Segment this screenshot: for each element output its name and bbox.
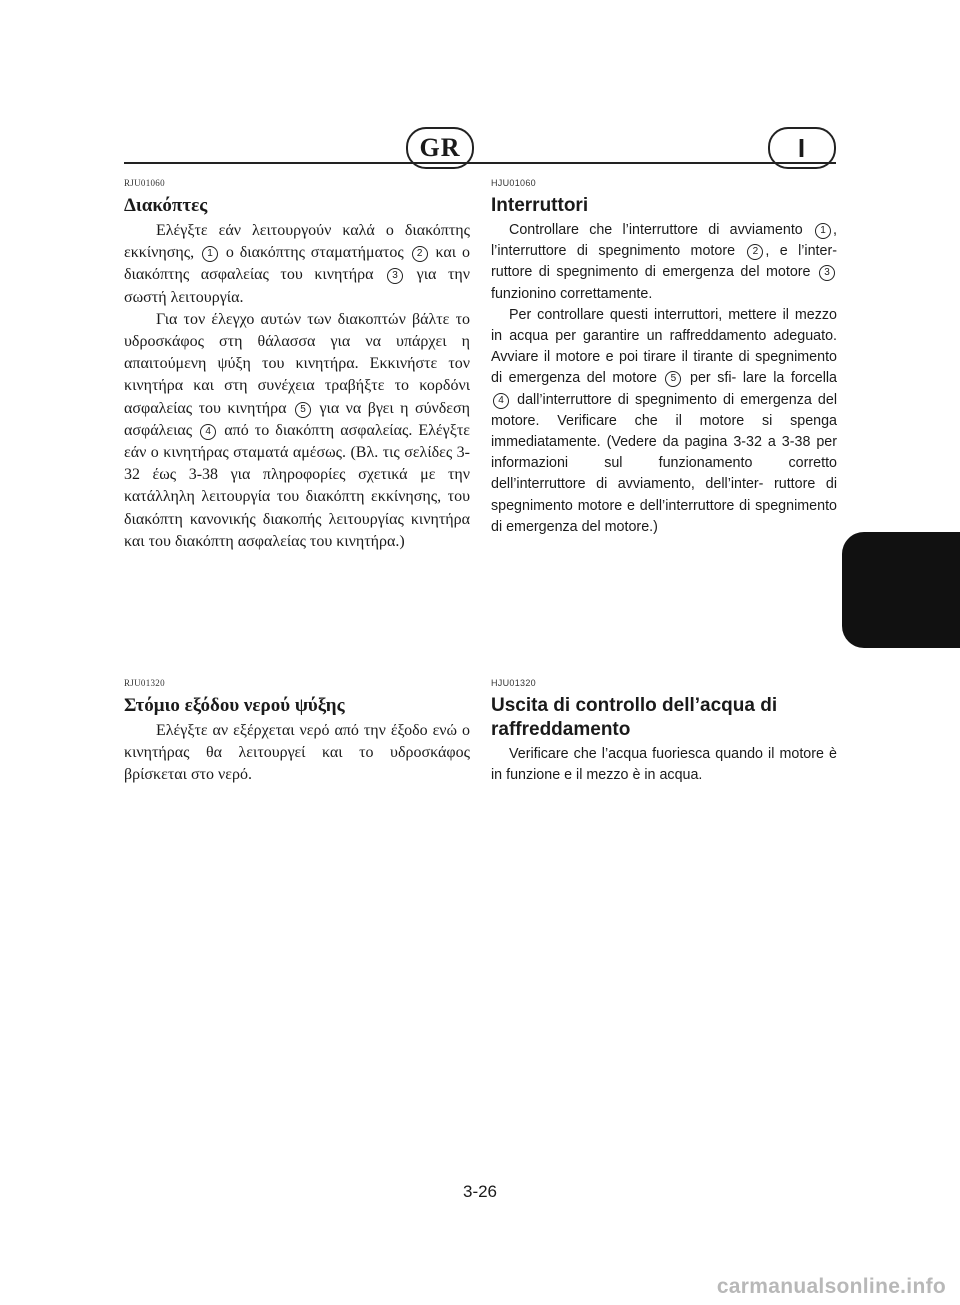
- language-tab-gr-label: GR: [419, 133, 461, 162]
- section-code: RJU01320: [124, 678, 165, 688]
- italian-section-switches: [491, 178, 837, 538]
- header-rule: [124, 162, 836, 164]
- reference-number-badge: 2: [747, 244, 763, 260]
- reference-number-badge: 1: [202, 246, 218, 262]
- section-title: Interruttori: [491, 195, 589, 216]
- reference-number-badge: 3: [819, 265, 835, 281]
- reference-number-badge: 2: [412, 246, 428, 262]
- section-title: Uscita di controllo dell’acqua di raffreddamento: [491, 695, 778, 740]
- reference-number-badge: 5: [665, 371, 681, 387]
- page-number: 3-26: [462, 1182, 498, 1201]
- greek-section-switches: [124, 178, 470, 553]
- section-title: Στόμιο εξόδου νερού ψύξης: [124, 695, 345, 716]
- section-side-tab: [842, 532, 960, 648]
- reference-number-badge: 4: [200, 424, 216, 440]
- paragraph: Για τον έλεγχο αυτών των διακοπτών βάλτε το υδροσκάφος στη θάλασσα για να υπάρχει η απαιτούμενη ψύξη του κινητήρα. Εκκινήστε τον κινητήρα και στη συνέχεια τραβήξτε το κορδόνι ασφαλείας του κινητήρα 5 για να βγει η σύνδεση ασφάλειας 4 από το διακόπτη ασφαλείας. Ελέγξτε εάν ο κινητήρας σταματά αμέσως. (Βλ. τις σελίδες 3-32 έως 3-38 για πληροφορίες σχετικά με την κατάλληλη λειτουργία του διακόπτη εκκίνησης, του διακόπτη κανονικής διακοπής λειτουργίας κινητήρα και του διακόπτη ασφαλείας του κινητήρα.): [124, 310, 471, 550]
- language-tab-i-label: I: [797, 132, 807, 163]
- reference-number-badge: 3: [387, 268, 403, 284]
- paragraph: Per controllare questi interruttori, mettere il mezzo in acqua per garantire un raffreddamento adeguato. Avviare il motore e poi tirare il tirante di spegnimento di emergenza del motore 5 per sfi- lare la forcella 4 dall’interruttore di spegnimento di emergenza del motore. Verificare che il motore si spenga immediatamente. (Vedere da pagina 3-32 a 3-38 per informazioni sul funzionamento corretto dell’interruttore di avviamento, dell’inter- ruttore di spegnimento motore e dell’interruttore di spegnimento di emergenza del motore.): [491, 306, 837, 535]
- section-code: HJU01060: [491, 178, 536, 188]
- reference-number-badge: 5: [295, 402, 311, 418]
- reference-number-badge: 4: [493, 393, 509, 409]
- section-code: HJU01320: [491, 678, 536, 688]
- greek-section-cooling-water: [124, 678, 470, 787]
- section-code: RJU01060: [124, 178, 165, 188]
- paragraph: Verificare che l’acqua fuoriesca quando il motore è in funzione e il mezzo è in acqua.: [491, 746, 837, 784]
- paragraph: Controllare che l’interruttore di avviamento 1 , l’interruttore di spegnimento motore 2 , e l’inter- ruttore di spegnimento di emergenza del motore 3 funzionino correttamente.: [491, 222, 837, 302]
- section-title: Διακόπτες: [124, 195, 208, 216]
- paragraph: Ελέγξτε εάν λειτουργούν καλά ο διακόπτης εκκίνησης, 1 ο διακόπτης σταματήματος 2 και ο διακόπτης ασφαλείας του κινητήρα 3 για την σωστή λειτουργία.: [124, 222, 470, 306]
- italian-section-cooling-water: [491, 678, 837, 786]
- reference-number-badge: 1: [815, 223, 831, 239]
- paragraph: Ελέγξτε αν εξέρχεται νερό από την έξοδο ενώ ο κινητήρας θα λειτουργεί και το υδροσκάφος βρίσκεται στο νερό.: [124, 722, 470, 784]
- watermark-text: carmanualsonline.info: [716, 1275, 946, 1298]
